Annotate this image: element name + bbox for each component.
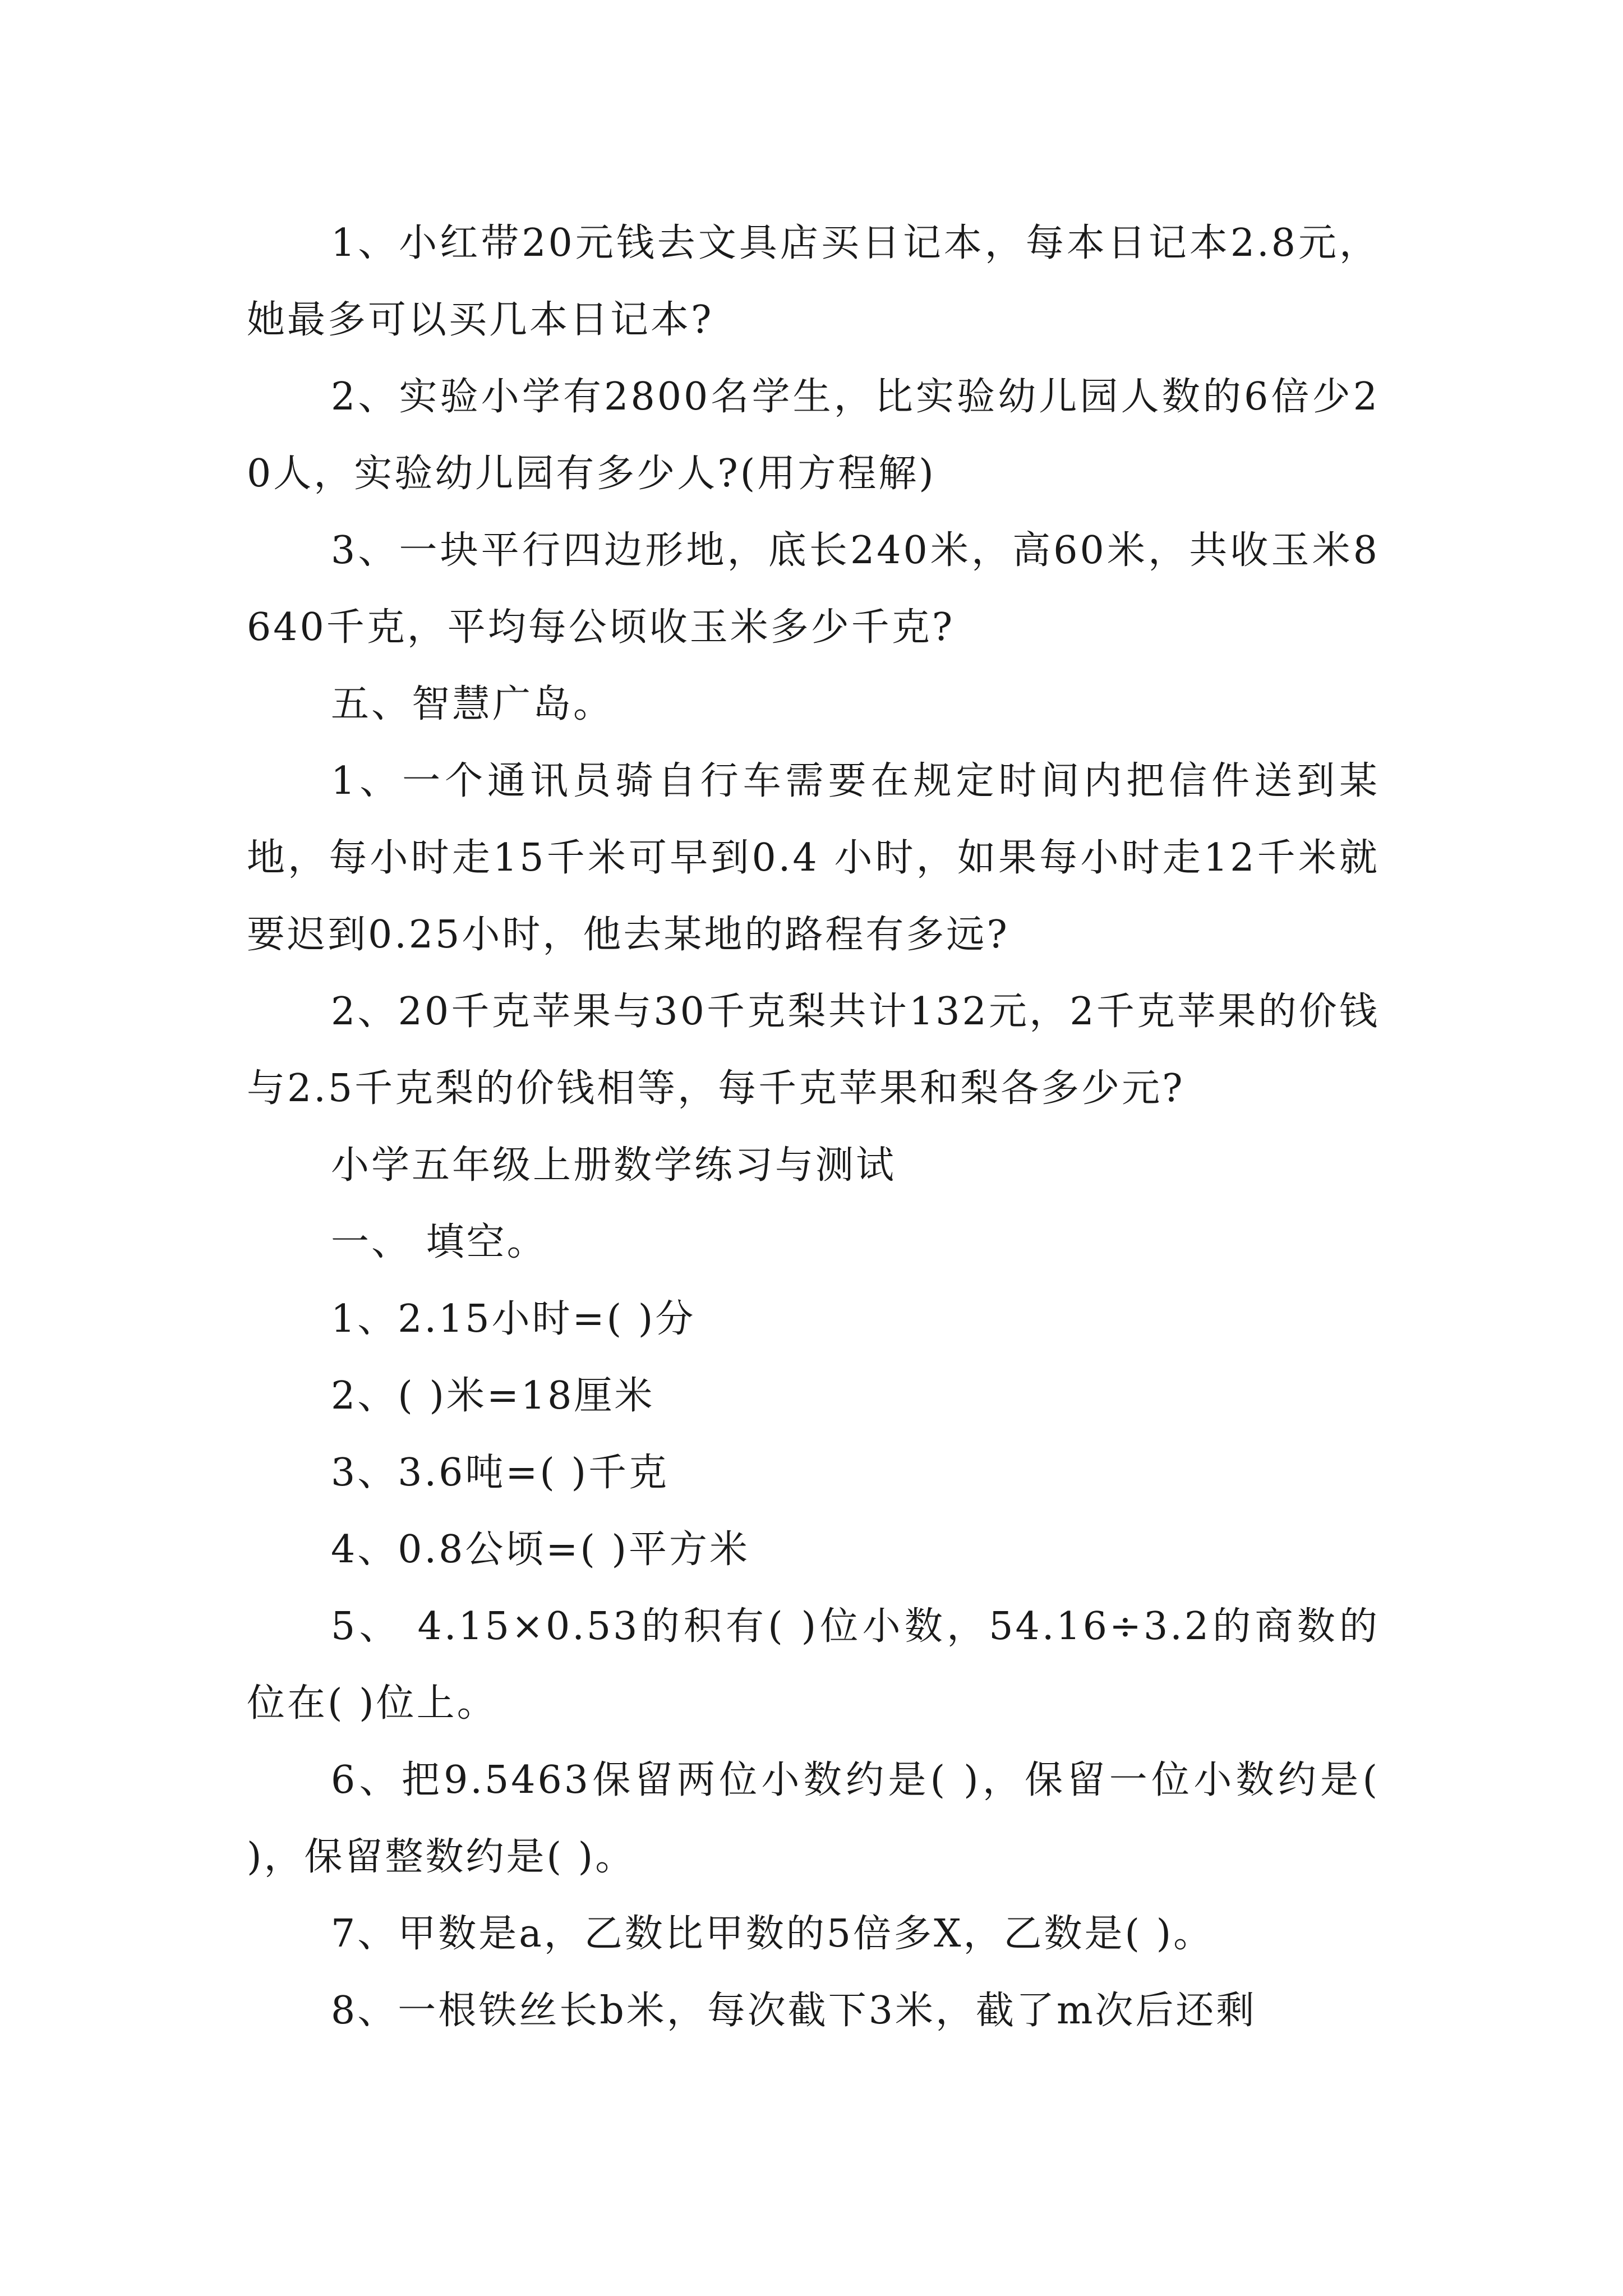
fill-blank-item-7: 7、甲数是a，乙数比甲数的5倍多X，乙数是( )。: [331, 1912, 1214, 1956]
word-problem-3: 3、一块平行四边形地，底长240米，高60米，共收玉米8640千克，平均每公顷收玉米多少千克?: [247, 528, 1380, 650]
fill-blank-item-6: 6、把9.5463保留两位小数约是( )，保留一位小数约是( )，保留整数约是( )。: [247, 1758, 1380, 1879]
section-heading-wisdom: 五、智慧广岛。: [331, 682, 614, 726]
fill-blank-item-3: 3、3.6吨=( )千克: [331, 1451, 670, 1495]
word-problem-2: 2、实验小学有2800名学生，比实验幼儿园人数的6倍少20人，实验幼儿园有多少人?(用方程解): [247, 375, 1380, 496]
fill-blank-item-5: 5、 4.15×0.53的积有( )位小数，54.16÷3.2的商数的位在( )位上。: [247, 1604, 1380, 1726]
fill-blank-item-1: 1、2.15小时=( )分: [331, 1297, 696, 1341]
wisdom-problem-1: 1、一个通讯员骑自行车需要在规定时间内把信件送到某地，每小时走15千米可早到0.4 小时，如果每小时走12千米就要迟到0.25小时，他去某地的路程有多远?: [247, 759, 1380, 957]
fill-blank-item-4: 4、0.8公顷=( )平方米: [331, 1527, 750, 1572]
section-heading-fill-blank: 一、 填空。: [331, 1220, 547, 1264]
fill-blank-item-8: 8、一根铁丝长b米，每次截下3米，截了m次后还剩: [331, 1989, 1257, 2033]
wisdom-problem-2: 2、20千克苹果与30千克梨共计132元，2千克苹果的价钱与2.5千克梨的价钱相等，每千克苹果和梨各多少元?: [247, 990, 1380, 1111]
document-body: [247, 205, 1380, 2049]
fill-blank-item-2: 2、( )米=18厘米: [331, 1374, 655, 1418]
document-title: 小学五年级上册数学练习与测试: [331, 1143, 897, 1188]
word-problem-1: 1、小红带20元钱去文具店买日记本，每本日记本2.8元，她最多可以买几本日记本?: [247, 221, 1380, 342]
